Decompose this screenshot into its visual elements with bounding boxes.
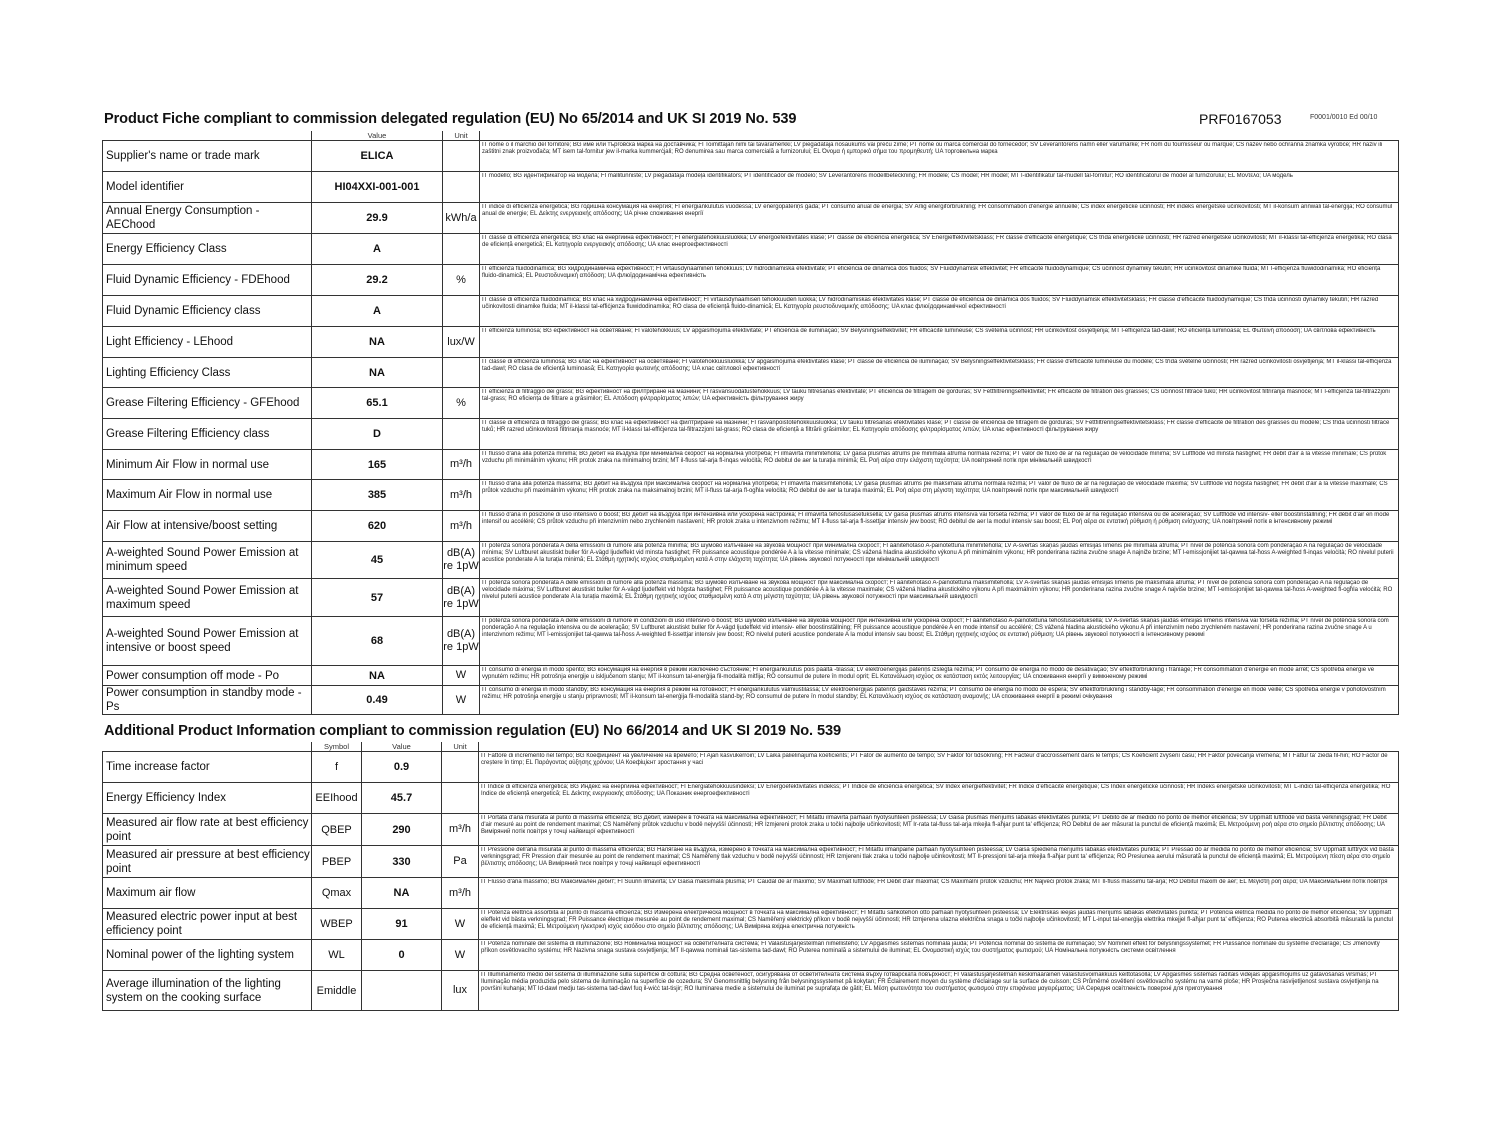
parameter-value: HI04XXI-001-001 <box>312 172 443 203</box>
parameter-value: 0.49 <box>312 686 443 715</box>
parameter-value: NA <box>312 327 443 358</box>
description-text: IT potenza sonora ponderata A delle emissioni di rumore in condizioni di uso intensivo o boost; BG шумово излъчване на звукова мощност при интензивна или ускорена скорост; FI äänitehotaso A-painotettuna tehostusasetuksella; LV A-svērtās skaņas jaudas emisijas līmenis intensīvā vai forsētā režīmā; PT nível de potência sonora com ponderação A na regulação intensiva ou de aceleração; SV Luftburet akustiskt buller för A-vägd ljudeffekt vid intensiv- eller boostinställning; FR puissance acoustique pondérée A en mode intensif ou accéléré; CS vážená hladina akustického výkonu A při intenzivním nebo zrychleném nastavení; HR ponderirana razina zvučne snage A u intenzivnom režimu; MT l-emissjonijiet tal-qawwa tal-ħoss A-weighted fl-issettjar intensiv jew boost; RO nivelul puterii acustice ponderate A la modul intensiv sau boost; EL Στάθμη ηχητικής ισχύος σε εντατική ρύθμιση; UA рівень звукової потужності в інтенсивному режимі <box>482 618 1389 638</box>
parameter-unit: lux/W <box>443 327 480 358</box>
multilingual-description <box>480 542 1399 579</box>
multilingual-description <box>480 579 1399 617</box>
document-reference: PRF0167053 <box>1199 111 1282 127</box>
table-row <box>103 666 1399 686</box>
parameter-value: 29.9 <box>312 203 443 234</box>
column-header-value: Value <box>362 742 442 752</box>
description-text: IT Flusso d'aria massimo; BG Максимален дебит; FI Suurin ilmavirta; LV Gaisa maksimālā plūsma; PT Caudal de ar máximo; SV Maximalt luftflöde; FR Débit d'air maximal; CS Maximální průtok vzduchu; HR Najveći protok zraka; MT Il-fluss massimu tal-arja; RO Debitul maxim de aer; EL Μέγιστη ροή αέρα; UA Максимальний потік повітря <box>481 879 1388 885</box>
parameter-unit <box>443 141 480 172</box>
parameter-unit: W <box>442 909 479 940</box>
table-row <box>103 752 1399 783</box>
table-row <box>103 878 1399 909</box>
parameter-unit: dB(A) re 1pW <box>443 542 480 579</box>
parameter-value: A <box>312 296 443 327</box>
parameter-value: 65.1 <box>312 388 443 419</box>
description-text: IT flusso d'aria alla potenza minima; BG дебит на въздуха при минимална скорост на нормална употреба; FI ilmavirta minimiteholla; LV gaisa plūsmas ātrums pie minimālā ātruma normālā režīmā; PT valor de fluxo de ar na regulação de velocidade mínima; SV Luftflöde vid minsta hastighet; FR débit d'air à la vitesse minimale; CS průtok vzduchu při minimálním výkonu; HR protok zraka na minimalnoj brzini; MT il-fluss tal-arja fl-inqas veloċità; RO debitul de aer la turația minimă; EL Ροή αέρα στην ελάχιστη ταχύτητα; UA повітряний потік при мінімальній швидкості <box>482 451 1387 464</box>
parameter-name: Measured electric power input at best efficiency point <box>103 909 312 940</box>
table-row <box>103 358 1399 388</box>
description-text: IT potenza sonora ponderata A della emissioni di rumore alla potenza minima; BG шумово излъчване на звукова мощност при минимална скорост; FI äänitehotaso A-painotettuna minimiteholla; LV A-svērtās skaņas jaudas emisijas līmenis pie minimālā ātruma; PT nível de potência sonora com ponderação A na regulação de velocidade mínima; SV Luftburet akustiskt buller för A-vägd ljudeffekt vid minsta hastighet; FR puissance acoustique pondérée A à la vitesse minimale; CS vážená hladina akustického výkonu A při minimálním výkonu; HR ponderirana razina zvučne snage A najniže brzine; MT l-emissjonijiet tal-qawwa tal-ħoss A-weighted fl-inqas veloċità; RO nivelul puterii acustice ponderate A la turația minimă; EL Στάθμη ηχητικής ισχύος σταθμισμένη κατά Α στην ελάχιστη ταχύτητα; UA рівень звукової потужності при мінімальній швидкості <box>482 543 1394 563</box>
multilingual-description <box>480 265 1399 296</box>
multilingual-description <box>480 172 1399 203</box>
parameter-symbol: WL <box>312 940 362 971</box>
multilingual-description <box>480 327 1399 358</box>
parameter-name: Nominal power of the lighting system <box>103 940 312 971</box>
parameter-unit: W <box>442 940 479 971</box>
table-row <box>103 814 1399 846</box>
description-text: IT classe di efficienza di filtraggio dei grassi; BG клас на ефективност на филтриране на мазнини; FI rasvanpoistotehokkuusluokka; LV tauku filtrēšanas efektivitātes klase; PT classe de eficiência de filtragem de gorduras; SV Fettfiltreringseffektivitetsklass; FR classe d'efficacité de filtration des graisses du modèle; CS třída účinnosti filtrace tuků; HR razred učinkovitosti filtriranja masnoće; MT il-klassi tal-effiċjenza tal-filtrazzjoni tal-grass; RO clasa de eficiență a filtrării grăsimilor; EL Κατηγορία απόδοσης φιλτραρίσματος λιπών; UA клас ефективності фільтрування жиру <box>482 420 1390 433</box>
parameter-unit: dB(A) re 1pW <box>443 579 480 617</box>
parameter-name: A-weighted Sound Power Emission at intensive or boost speed <box>103 617 312 666</box>
multilingual-description <box>480 617 1399 666</box>
description-text: IT modello; BG идентификатор на модела; FI mallitunniste; LV piegādātāja modeļa identifikators; PT identificador de modelo; SV Leverantörens modellbeteckning; FR modèle; CS model; HR model; MT l-identifikatur tal-mudell tal-fornitur; RO identificatorul de model al furnizorului; EL Μοντέλο; UA модель <box>482 173 1293 179</box>
parameter-value: 57 <box>312 579 443 617</box>
table-row <box>103 450 1399 480</box>
parameter-value <box>362 971 442 1011</box>
parameter-value: 29.2 <box>312 265 443 296</box>
parameter-symbol: EEIhood <box>312 783 362 814</box>
parameter-name: A-weighted Sound Power Emission at maximum speed <box>103 579 312 617</box>
parameter-value: 385 <box>312 480 443 511</box>
table-row <box>103 172 1399 203</box>
multilingual-description <box>480 419 1399 450</box>
parameter-name: Annual Energy Consumption - AEChood <box>103 203 312 234</box>
table-row <box>103 846 1399 878</box>
parameter-name: Power consumption off mode - Po <box>103 666 312 686</box>
parameter-unit: kWh/a <box>443 203 480 234</box>
multilingual-description <box>479 814 1399 846</box>
parameter-unit <box>443 296 480 327</box>
description-text: IT Potenza elettrica assorbita al punto di massima efficienza; BG Измерена електрическа мощност в точката на максимална ефективност; FI Mitattu sähkötehon otto parhaan hyötysuhteen pisteessä; LV Elektriskās ieejas jaudas mērījums labākās efektivitātes punktā; PT Potência elétrica medida no ponto de melhor eficiência; SV Uppmätt eleffekt vid bästa verkningsgrad; FR Puissance électrique mesurée au point de rendement maximal; CS Naměřený elektrický příkon v bodě nejvyšší účinnosti; HR Izmjerena ulazna električna snaga u točki najbolje učinkovitosti; MT L-input tal-enerġija elettrika mkejjel fl-aħjar punt ta' effiċjenza; RO Puterea electrică absorbită măsurată la punctul de eficiență maximă; EL Μετρούμενη ηλεκτρική ισχύς εισόδου στο σημείο βέλτιστης απόδοσης; UA Виміряна вхідна електрична потужність <box>481 910 1393 930</box>
column-header-unit: Unit <box>442 742 479 752</box>
description-text: IT nome o il marchio del fornitore; BG име или търговска марка на доставчика; FI Toimittajan nimi tai tavaramerkki; LV piegādātāja nosaukums vai preču zīme; PT nome ou marca comercial do fornecedor; SV Leverantörens namn eller varumärke; FR nom du fournisseur ou marque; CS název nebo ochranná známka výrobce; HR naziv ili zaštitni znak proizvođača; MT isem tal-fornitur jew il-marka kummerċjali; RO denumirea sau marca comercială a furnizorului; EL Όνομα ή εμπορικό σήμα του προμηθευτή; UA торговельна марка <box>482 142 1383 155</box>
description-text: IT classe di efficienza fluidodinamica; BG клас на хидродинамична ефективност; FI virtausdynaamisen tehokkuuden luokka; LV hidrodinamiskās efektivitātes klase; PT classe de eficiência de dinâmica dos fluidos; SV Fluiddynamisk effektivitetsklass; FR classe d'efficacité fluidodynamique; CS třída účinnosti dynamiky tekutin; HR razred učinkovitosti dinamike fluida; MT il-klassi tal-effiċjenza fluwidodinamika; RO clasa de eficiență fluido-dinamică; EL Κατηγορία ρευστοδυναμικής απόδοσης; UA клас флюїдодинамічної ефективності <box>482 297 1379 310</box>
parameter-unit: m³/h <box>442 814 479 846</box>
parameter-name: Supplier's name or trade mark <box>103 141 312 172</box>
parameter-unit: m³/h <box>442 878 479 909</box>
parameter-value: 68 <box>312 617 443 666</box>
column-header-value: Value <box>312 131 443 141</box>
multilingual-description <box>480 234 1399 265</box>
multilingual-description <box>479 909 1399 940</box>
description-text: IT flusso d'aria in posizione di uso intensivo o boost; BG дебит на въздуха при интензивна или ускорена настройка; FI ilmavirta tehostusasetuksella; LV gaisa plūsmas ātrums intensīvā vai forsētā režīmā; PT valor de fluxo de ar na regulação intensiva ou de aceleração; SV Luftflöde vid intensiv- eller boostinställning; FR débit d'air en mode intensif ou accéléré; CS průtok vzduchu při intenzivním nebo zrychleném nastavení; HR protok zraka u intenzivnom režimu; MT il-fluss tal-arja fl-issettjar intensiv jew boost; RO debitul de aer la modul intensiv sau boost; EL Ροή αέρα σε εντατική ρύθμιση ή ρύθμιση ενίσχυσης; UA повітряний потік в інтенсивному режимі <box>482 512 1390 525</box>
table-row <box>103 265 1399 296</box>
table-row <box>103 296 1399 327</box>
multilingual-description <box>479 971 1399 1011</box>
description-text: IT Potenza nominale del sistema di illuminazione; BG Номинална мощност на осветителната система; FI Valaistusjärjestelmän nimellisteho; LV Apgaismes sistēmas nominālā jauda; PT Potência nominal do sistema de iluminação; SV Nominell effekt för belysningssystemet; FR Puissance nominale du système d'éclairage; CS Jmenovitý příkon osvětlovacího systému; HR Nazivna snaga sustava osvjetljenja; MT Il-qawwa nominali tas-sistema tad-dawl; RO Puterea nominală a sistemului de iluminat; EL Ονομαστική ισχύς του συστήματος φωτισμού; UA Номінальна потужність системи освітлення <box>481 941 1380 954</box>
multilingual-description <box>480 296 1399 327</box>
parameter-value: NA <box>362 878 442 909</box>
table-row <box>103 419 1399 450</box>
table-header-row <box>103 131 1399 141</box>
parameter-name: Minimum Air Flow in normal use <box>103 450 312 480</box>
section1-title: Product Fiche compliant to commission delegated regulation (EU) No 65/2014 and UK SI 2019 No. 539 <box>104 110 797 127</box>
parameter-unit <box>443 234 480 265</box>
section2-header <box>104 722 1400 742</box>
table-header-row <box>103 742 1399 752</box>
parameter-name: Average illumination of the lighting system on the cooking surface <box>103 971 312 1011</box>
parameter-name: Fluid Dynamic Efficiency class <box>103 296 312 327</box>
parameter-value: 45.7 <box>362 783 442 814</box>
parameter-unit <box>442 752 479 783</box>
parameter-unit: % <box>443 265 480 296</box>
parameter-unit <box>443 358 480 388</box>
table-row <box>103 686 1399 715</box>
multilingual-description <box>479 878 1399 909</box>
description-text: IT efficienza di filtraggio dei grassi; BG ефективност на филтриране на мазнини; FI rasvansuodatustehokkuus; LV tauku filtrēšanas efektivitāte; PT eficiência de filtragem de gorduras; SV Fettfiltreringseffektivitet; FR efficacité de filtration des graisses; CS účinnost filtrace tuků; HR učinkovitost filtriranja masnoće; MT l-effiċjenza tal-filtrazzjoni tal-grass; RO eficiența de filtrare a grăsimilor; EL Απόδοση φιλτραρίσματος λιπών; UA ефективність фільтрування жиру <box>482 389 1390 402</box>
parameter-value: 165 <box>312 450 443 480</box>
multilingual-description <box>479 846 1399 878</box>
multilingual-description <box>479 752 1399 783</box>
parameter-unit: % <box>443 388 480 419</box>
parameter-value: NA <box>312 666 443 686</box>
table-row <box>103 940 1399 971</box>
parameter-value: 330 <box>362 846 442 878</box>
parameter-symbol: QBEP <box>312 814 362 846</box>
parameter-unit: m³/h <box>443 511 480 542</box>
table-row <box>103 542 1399 579</box>
parameter-name: Light Efficiency - LEhood <box>103 327 312 358</box>
parameter-unit <box>443 172 480 203</box>
table-row <box>103 388 1399 419</box>
parameter-name: Air Flow at intensive/boost setting <box>103 511 312 542</box>
table-row <box>103 480 1399 511</box>
parameter-unit: W <box>443 666 480 686</box>
parameter-value: 45 <box>312 542 443 579</box>
parameter-name: Grease Filtering Efficiency class <box>103 419 312 450</box>
parameter-name: Model identifier <box>103 172 312 203</box>
parameter-symbol: f <box>312 752 362 783</box>
parameter-name: Energy Efficiency Class <box>103 234 312 265</box>
description-text: IT classe di efficienza energetica; BG клас на енергийна ефективност; FI energiatehokkuusluokka; LV energoefektivitātes klase; PT classe de eficiência energética; SV Energieffektivitetsklass; FR classe d'efficacité énergétique; CS třída energetické účinnosti; HR razred energetske učinkovitosti; MT il-klassi tal-effiċjenza enerġetika; RO clasa de eficiență energetică; EL Κατηγορία ενεργειακής απόδοσης; UA клас енергоефективності <box>482 235 1392 248</box>
table-row <box>103 327 1399 358</box>
parameter-value: NA <box>312 358 443 388</box>
description-text: IT consumo di energia in modo spento; BG консумация на енергия в режим изключено състояние; FI energiankulutus pois päältä -tilassa; LV elektroenerģijas patēriņš izslēgtā režīmā; PT consumo de energia no modo de desativação; SV effektförbrukning i frånläge; FR consommation d'énergie en mode arrêt; CS spotřeba energie ve vypnutém režimu; HR potrošnja energije u isključenom stanju; MT il-konsum tal-enerġija fil-modalità mitfija; RO consumul de putere în modul oprit; EL Κατανάλωση ισχύος σε κατάσταση εκτός λειτουργίας; UA споживання енергії у вимкненому режимі <box>482 667 1375 680</box>
parameter-value: 0.9 <box>362 752 442 783</box>
table-row <box>103 971 1399 1011</box>
multilingual-description <box>480 203 1399 234</box>
table-row <box>103 511 1399 542</box>
product-fiche-table <box>102 131 1399 715</box>
description-text: IT flusso d'aria alla potenza massima; BG дебит на въздуха при максимална скорост на нормална употреба; FI ilmavirta maksimiteholla; LV gaisa plūsmas ātrums pie maksimālā ātruma normālā režīmā; PT valor de fluxo de ar na regulação de velocidade máxima; SV Luftflöde vid högsta hastighet; FR débit d'air à la vitesse maximale; CS průtok vzduchu při maximálním výkonu; HR protok zraka na maksimalnoj brzini; MT il-fluss tal-arja fl-ogħla veloċità; RO debitul de aer la turația maximă; EL Ροή αέρα στη μέγιστη ταχύτητα; UA повітряний потік при максимальній швидкості <box>482 481 1388 494</box>
parameter-name: Measured air flow rate at best efficiency point <box>103 814 312 846</box>
parameter-name: Lighting Efficiency Class <box>103 358 312 388</box>
parameter-name: Maximum Air Flow in normal use <box>103 480 312 511</box>
parameter-value: 0 <box>362 940 442 971</box>
parameter-symbol: Emiddle <box>312 971 362 1011</box>
parameter-value: 91 <box>362 909 442 940</box>
section1-header <box>104 110 1400 130</box>
description-text: IT Illuminamento medio del sistema di illuminazione sulla superficie di cottura; BG Средна осветеност, осигурявана от осветителната система върху готварската повърхност; FI Valaistusjärjestelmän keskimääräinen valaistusvoimakkuus keittotasolla; LV Apgaismes sistēmas radītais vidējais apgaismojums uz gatavošanas virsmas; PT Iluminação média produzida pelo sistema de iluminação na superfície de cozedura; SV Genomsnittlig belysning från belysningssystemet på kokytan; FR Éclairement moyen du système d'éclairage sur la surface de cuisson; CS Průměrné osvětlení osvětlovacího systému na varné ploše; HR Prosječna rasvijetljenost sustava osvjetljenja na površini kuhanja; MT Id-dawl medju tas-sistema tad-dawl fuq il-wiċċ tat-tisjir; RO Iluminarea medie a sistemului de iluminat pe suprafața de gătit; EL Μέση φωτεινότητα του συστήματος φωτισμού στην επιφάνεια μαγειρέματος; UA Середня освітленість поверхні для приготування <box>481 972 1379 992</box>
parameter-unit <box>443 419 480 450</box>
parameter-unit: Pa <box>442 846 479 878</box>
description-text: IT Portata d'aria misurata al punto di massima efficienza; BG Дебит, измерен в точката на максимална ефективност; FI Mitattu ilmavirta parhaan hyötysuhteen pisteessä; LV Gaisa plūsmas mērījums labākās efektivitātes punktā; PT Débito de ar medido no ponto de melhor eficiência; SV Uppmätt luftflöde vid bästa verkningsgrad; FR Débit d'air mesuré au point de rendement maximal; CS Naměřený průtok vzduchu v bodě nejvyšší účinnosti; HR Izmjereni protok zraka u točki najbolje učinkovitosti; MT Ir-rata tal-fluss tal-arja mkejla fl-aħjar punt ta' effiċjenza; RO Debitul de aer măsurat la punctul de eficiență maximă; EL Μετρούμενη ροή αέρα στο σημείο βέλτιστης απόδοσης; UA Виміряний потік повітря у точці найвищої ефективності <box>481 815 1387 835</box>
parameter-value: ELICA <box>312 141 443 172</box>
header-blank <box>480 131 1399 141</box>
table-row <box>103 203 1399 234</box>
additional-info-table <box>102 742 1399 1011</box>
header-blank <box>479 742 1399 752</box>
multilingual-description <box>480 141 1399 172</box>
table-row <box>103 579 1399 617</box>
parameter-unit: lux <box>442 971 479 1011</box>
parameter-value: A <box>312 234 443 265</box>
header-blank <box>103 131 312 141</box>
description-text: IT efficienza fluidodinamica; BG хидродинамична ефективност; FI virtausdynaaminen tehokkuus; LV hidrodinamiskā efektivitāte; PT eficiência de dinâmica dos fluidos; SV Fluiddynamisk effektivitet; FR efficacité fluidodynamique; CS účinnost dynamiky tekutin; HR učinkovitost dinamike fluida; MT l-effiċjenza fluwidodinamika; RO eficiența fluido-dinamică; EL Ρευστοδυναμική απόδοση; UA флюїдодинамічна ефективність <box>482 266 1381 279</box>
parameter-unit: W <box>443 686 480 715</box>
table-row <box>103 141 1399 172</box>
description-text: IT efficienza luminosa; BG ефективност на осветяване; FI valotehokkuus; LV apgaismojuma efektivitāte; PT eficiência de iluminação; SV Belysningseffektivitet; FR efficacité lumineuse; CS světelná účinnost; HR učinkovitost osvjetljenja; MT l-effiċjenza tad-dawl; RO eficiența luminoasă; EL Φωτεινή απόδοση; UA світлова ефективність <box>482 328 1376 334</box>
description-text: IT consumo di energia in modo standby; BG консумация на енергия в режим на готовност; FI energiankulutus valmiustilassa; LV elektroenerģijas patēriņš gaidstāves režīmā; PT consumo de energia no modo de espera; SV effektförbrukning i standby-läge; FR consommation d'énergie en mode veille; CS spotřeba energie v pohotovostním režimu; HR potrošnja energije u stanju pripravnosti; MT il-konsum tal-enerġija fil-modalità stand-by; RO consumul de putere în modul standby; EL Κατανάλωση ισχύος σε κατάσταση αναμονής; UA споживання енергії в режимі очікування <box>482 687 1386 700</box>
description-text: IT indice di efficienza energetica; BG годишна консумация на енергия; FI energiankulutus vuodessa; LV energopatēriņš gadā; PT consumo anual de energia; SV Årlig energiförbrukning; FR consommation d'énergie annuelle; CS index energetické účinnosti; HR indeks energetske učinkovitosti; MT il-konsum annwali tal-enerġija; RO consumul anual de energie; EL Δείκτης ενεργειακής απόδοσης; UA річне споживання енергії <box>482 204 1393 217</box>
parameter-value: 620 <box>312 511 443 542</box>
multilingual-description <box>480 388 1399 419</box>
table-row <box>103 783 1399 814</box>
multilingual-description <box>480 358 1399 388</box>
column-header-unit: Unit <box>443 131 480 141</box>
parameter-unit: m³/h <box>443 450 480 480</box>
multilingual-description <box>480 511 1399 542</box>
header-blank <box>103 742 312 752</box>
parameter-name: Maximum air flow <box>103 878 312 909</box>
parameter-unit: dB(A) re 1pW <box>443 617 480 666</box>
parameter-name: Fluid Dynamic Efficiency - FDEhood <box>103 265 312 296</box>
parameter-value: D <box>312 419 443 450</box>
parameter-name: Grease Filtering Efficiency - GFEhood <box>103 388 312 419</box>
multilingual-description <box>479 940 1399 971</box>
section2-title: Additional Product Information compliant to commission regulation (EU) No 66/2014 and UK SI 2019 No. 539 <box>104 722 841 739</box>
parameter-name: Measured air pressure at best efficiency point <box>103 846 312 878</box>
parameter-name: A-weighted Sound Power Emission at minimum speed <box>103 542 312 579</box>
document-reference-small: F0001/0010 Ed 00/10 <box>1310 114 1378 121</box>
table-row <box>103 617 1399 666</box>
parameter-symbol: Qmax <box>312 878 362 909</box>
parameter-unit: m³/h <box>443 480 480 511</box>
multilingual-description <box>480 686 1399 715</box>
description-text: IT classe di efficienza luminosa; BG клас на ефективност на осветяване; FI valotehokkuusluokka; LV apgaismojuma efektivitātes klase; PT classe de eficiência de iluminação; SV Belysningseffektivitetsklass; FR classe d'efficacité lumineuse du modèle; CS třída světelné účinnosti; HR razred učinkovitosti osvjetljenja; MT il-klassi tal-effiċjenza tad-dawl; RO clasa de eficiență luminoasă; EL Κατηγορία φωτεινής απόδοσης; UA клас світлової ефективності <box>482 359 1392 372</box>
table-row <box>103 909 1399 940</box>
parameter-symbol: PBEP <box>312 846 362 878</box>
parameter-name: Energy Efficiency Index <box>103 783 312 814</box>
multilingual-description <box>480 666 1399 686</box>
parameter-symbol: WBEP <box>312 909 362 940</box>
parameter-name: Power consumption in standby mode - Ps <box>103 686 312 715</box>
parameter-unit <box>442 783 479 814</box>
multilingual-description <box>480 450 1399 480</box>
description-text: IT Fattore di incremento nel tempo; BG Коефициент на увеличение на времето; FI Ajan kasvukerroin; LV Laika palielinājuma koeficients; PT Fator de aumento de tempo; SV Faktor för tidsökning; FR Facteur d'accroissement dans le temps; CS Koeficient zvýšení času; HR Faktor povećanja vremena; MT Fattur ta' żieda fil-ħin; RO Factor de creștere în timp; EL Παράγοντας αύξησης χρόνου; UA Коефіцієнт зростання у часі <box>481 753 1388 766</box>
multilingual-description <box>480 480 1399 511</box>
multilingual-description <box>479 783 1399 814</box>
column-header-symbol: Symbol <box>312 742 362 752</box>
table-row <box>103 234 1399 265</box>
parameter-name: Time increase factor <box>103 752 312 783</box>
description-text: IT potenza sonora ponderata A delle emissioni di rumore alla potenza massima; BG шумово излъчване на звукова мощност при максимална скорост; FI äänitehotaso A-painotettuna maksimiteholla; LV A-svērtās skaņas jaudas emisijas līmenis pie maksimālā ātruma; PT nível de potência sonora com ponderação A na regulação de velocidade máxima; SV Luftburet akustiskt buller för A-vägd ljudeffekt vid högsta hastighet; FR puissance acoustique pondérée A à la vitesse maximale; CS vážená hladina akustického výkonu A při maximálním výkonu; HR ponderirana razina zvučne snage A najviše brzine; MT l-emissjonijiet tal-qawwa tal-ħoss A-weighted fl-ogħla veloċità; RO nivelul puterii acustice ponderate A la turația maximă; EL Στάθμη ηχητικής ισχύος σταθμισμένη κατά Α στη μέγιστη ταχύτητα; UA рівень звукової потужності при максимальній швидкості <box>482 580 1393 600</box>
parameter-value: 290 <box>362 814 442 846</box>
description-text: IT Indice di efficienza energetica; BG Индекс на енергийна ефективност; FI Energiatehokkuusindeksi; LV Energoefektivitātes indekss; PT Índice de eficiência energética; SV Index energieffektivitet; FR Indice d'efficacité énergétique; CS Index energetické účinnosti; HR Indeks energetske učinkovitosti; MT L-indiċi tal-effiċjenza enerġetika; RO Indice de eficiență energetică; EL Δείκτης ενεργειακής απόδοσης; UA Показник енергоефективності <box>481 784 1391 797</box>
description-text: IT Pressione dell'aria misurata al punto di massima efficienza; BG Налягане на въздуха, измерено в точката на максимална ефективност; FI Mitattu ilmanpaine parhaan hyötysuhteen pisteessä; LV Gaisa spiediena mērījums labākās efektivitātes punktā; PT Pressão do ar medida no ponto de melhor eficiência; SV Uppmätt lufttryck vid bästa verkningsgrad; FR Pression d'air mesurée au point de rendement maximal; CS Naměřený tlak vzduchu v bodě nejvyšší účinnosti; HR Izmjereni tlak zraka u točki najbolje učinkovitosti; MT Il-pressjoni tal-arja mkejla fl-aħjar punt ta' effiċjenza; RO Presiunea aerului măsurată la punctul de eficiență maximă; EL Μετρούμενη πίεση αέρα στο σημείο βέλτιστης απόδοσης; UA Виміряний тиск повітря у точці найвищої ефективності <box>481 847 1394 867</box>
